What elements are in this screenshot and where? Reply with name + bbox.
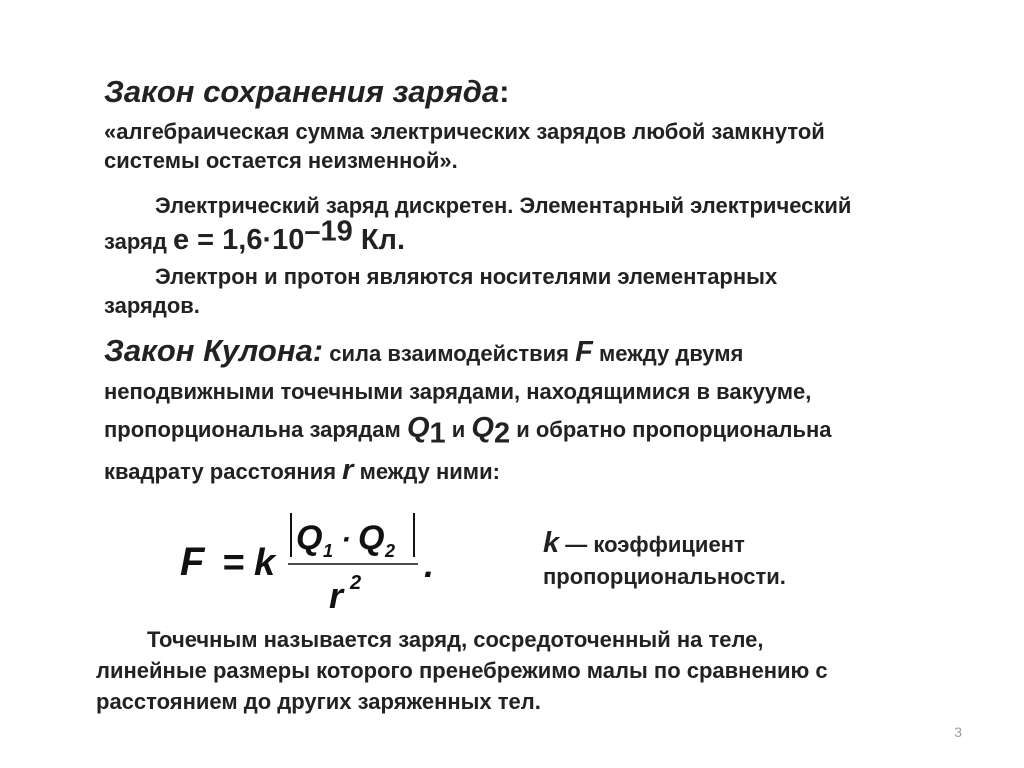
k-note-line2: пропорциональности.	[543, 564, 786, 589]
formula-lhs: F	[180, 540, 205, 584]
carriers-line1: Электрон и протон являются носителями элементарных	[155, 264, 778, 289]
conservation-quote-line2: системы остается неизменной».	[104, 148, 458, 173]
formula-period: .	[424, 544, 435, 585]
k-note-line1: k — коэффициент	[543, 527, 745, 559]
coulomb-line1: Закон Кулона: сила взаимодействия F между двумя	[104, 333, 744, 368]
conservation-title: Закон сохранения заряда:	[104, 74, 510, 109]
discrete-line1: Электрический заряд дискретен. Элементарный электрический	[155, 193, 852, 218]
formula-dot: ·	[341, 523, 351, 556]
formula-sub1: 1	[323, 541, 334, 561]
formula-sub2: 2	[385, 541, 396, 561]
point-charge-line1: Точечным называется заряд, сосредоточенный на теле,	[147, 627, 764, 652]
formula-q1: Q	[296, 519, 323, 557]
coulomb-line3: пропорциональна зарядам $Q_1$ и $Q_2$ и обратно пропорциональна	[104, 412, 832, 450]
discrete-line2: заряд $e = 1,6\cdot 10^{-19}$ Кл.	[104, 215, 406, 256]
point-charge-line2: линейные размеры которого пренебрежимо малы по сравнению с	[96, 658, 828, 683]
coulomb-line2: неподвижными точечными зарядами, находящимися в вакууме,	[104, 379, 812, 404]
formula-k: k	[254, 542, 276, 584]
formula-equals: =	[222, 542, 245, 584]
page-number: 3	[954, 724, 962, 740]
formula-r: r	[329, 575, 344, 616]
point-charge-line3: расстоянием до других заряженных тел.	[96, 689, 541, 714]
formula-svg	[178, 505, 448, 620]
formula-q2: Q	[358, 519, 385, 557]
formula-exp: 2	[350, 572, 362, 594]
coulomb-formula	[178, 505, 448, 620]
conservation-quote-line1: «алгебраическая сумма электрических зарядов любой замкнутой	[104, 119, 825, 144]
coulomb-line4: квадрату расстояния r между ними:	[104, 454, 500, 486]
carriers-line2: зарядов.	[104, 293, 200, 318]
